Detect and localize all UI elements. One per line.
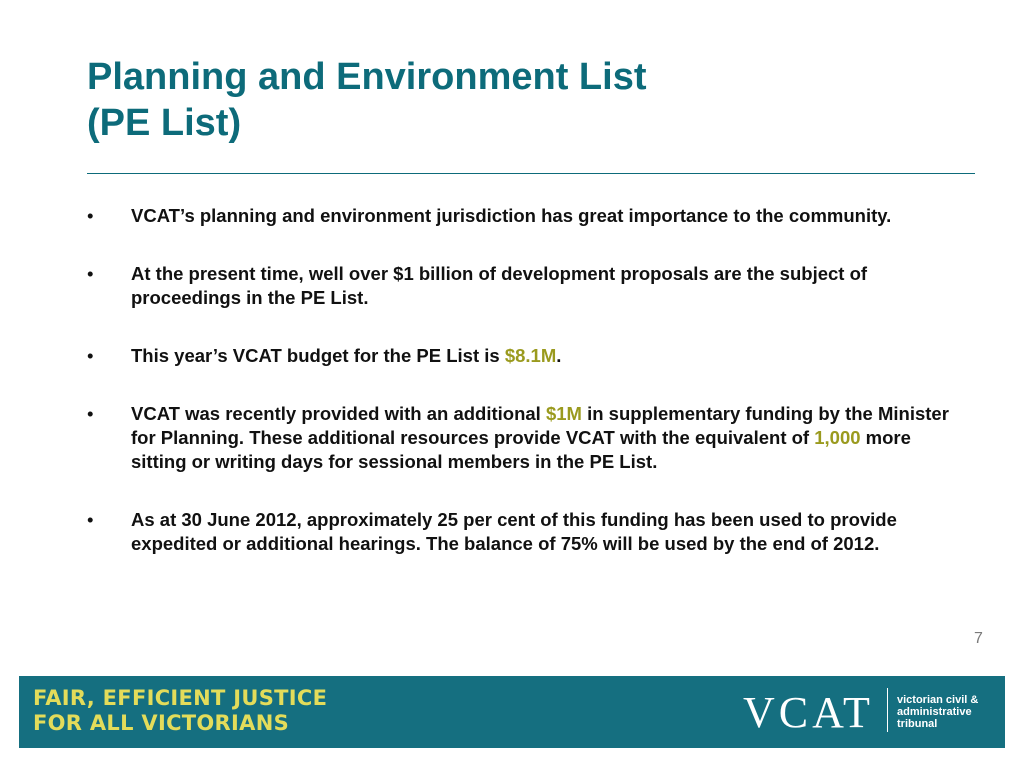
- bullet-text: VCAT was recently provided with an additional: [131, 403, 546, 424]
- title-divider: [87, 173, 975, 174]
- page-number: 7: [974, 630, 983, 647]
- footer-slogan-line-1: FAIR, EFFICIENT JUSTICE: [33, 686, 328, 710]
- bullet-text: VCAT’s planning and environment jurisdiction has great importance to the community.: [131, 205, 892, 226]
- footer-banner: [19, 676, 1005, 748]
- bullet-item: [87, 508, 957, 556]
- slide-title-line-2: (PE List): [87, 102, 242, 144]
- logo-subtitle-line-1: victorian civil &: [897, 694, 979, 706]
- bullet-text: This year’s VCAT budget for the PE List is: [131, 345, 505, 366]
- footer-slogan-line-2: FOR ALL VICTORIANS: [33, 711, 289, 735]
- bullet-item: [87, 262, 957, 310]
- bullet-list: [87, 204, 957, 590]
- slide-title-line-1: Planning and Environment List: [87, 56, 647, 98]
- highlight-value: $1M: [545, 403, 582, 424]
- bullet-item: [87, 204, 957, 228]
- bullet-text: As at 30 June 2012, approximately 25 per cent of this funding has been used to provide expedited or additional hearings. The balance of 75% will be used by the end of 2012.: [131, 509, 897, 554]
- logo-subtitle-line-3: tribunal: [897, 718, 938, 730]
- vcat-logo: VCAT: [743, 688, 874, 737]
- bullet-item: [87, 344, 957, 368]
- bullet-text: .: [556, 345, 562, 366]
- vcat-logo-subtitle: [897, 694, 978, 730]
- logo-divider: [887, 688, 888, 732]
- slide-title: [87, 54, 646, 146]
- highlight-value: $8.1M: [504, 345, 557, 366]
- bullet-item: [87, 402, 957, 474]
- bullet-text: in supplementary funding by the Minister for Planning. These additional resources provide VCAT with the equivalent of: [131, 403, 949, 448]
- bullet-text: At the present time, well over $1 billion of development proposals are the subject of proceedings in the PE List.: [131, 263, 868, 308]
- logo-subtitle-line-2: administrative: [897, 706, 972, 718]
- bullet-text: more sitting or writing days for sessional members in the PE List.: [131, 427, 911, 472]
- highlight-value: 1,000: [814, 427, 861, 448]
- footer-slogan: [33, 686, 327, 736]
